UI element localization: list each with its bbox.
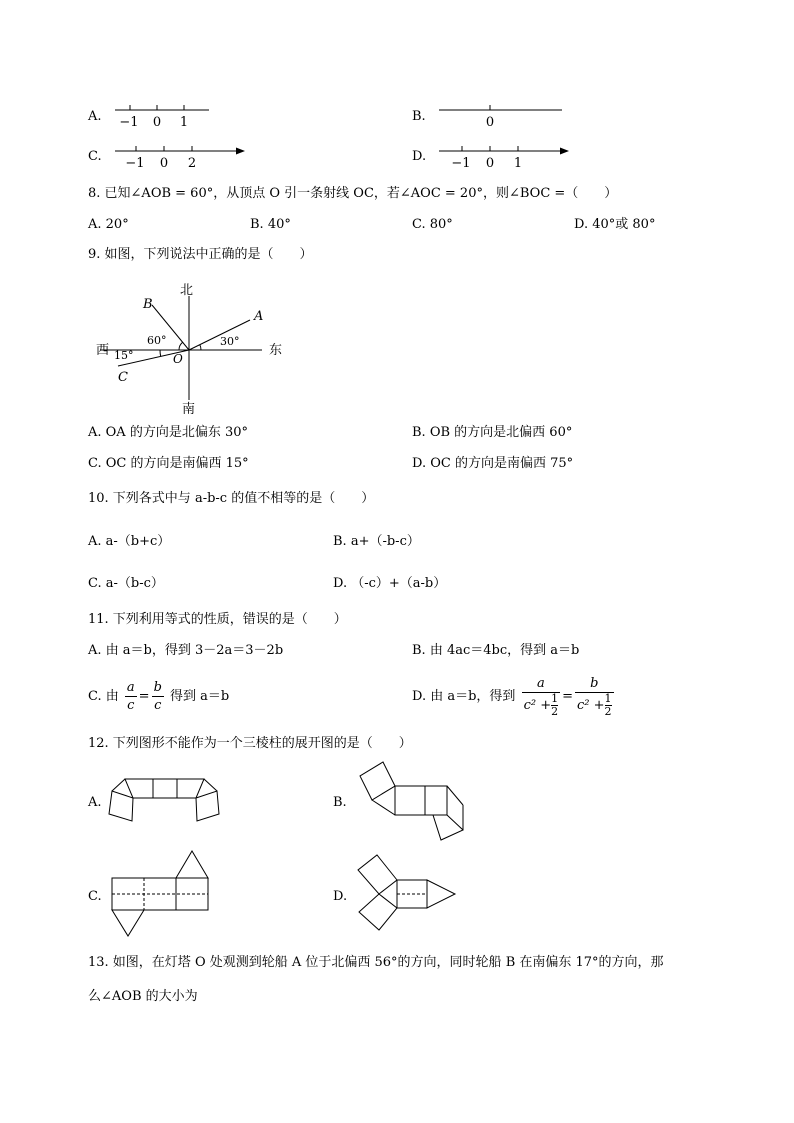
q10-option-a: A. a-（b+c） <box>88 534 171 549</box>
q7-option-a-label: A. <box>88 109 102 124</box>
q12-option-c-net <box>108 848 212 940</box>
q11-option-c-suffix: 得到 a＝b <box>170 689 230 704</box>
point-b-label: B <box>143 297 153 312</box>
q9-option-b: B. OB 的方向是北偏西 60° <box>412 425 573 440</box>
q7-option-c-label: C. <box>88 149 102 164</box>
tick-label: 0 <box>485 156 495 171</box>
q7-option-c-number-line <box>112 141 248 171</box>
tick-label: 0 <box>485 115 495 130</box>
q7-option-d-number-line <box>436 141 572 171</box>
tick-label: −1 <box>451 156 471 171</box>
point-a-label: A <box>254 309 264 324</box>
south-label: 南 <box>182 402 196 417</box>
q9-option-a: A. OA 的方向是北偏东 30° <box>88 425 249 440</box>
q8-option-a: A. 20° <box>88 217 129 232</box>
q12-option-a-net <box>108 758 222 828</box>
q11-stem: 11. 下列利用等式的性质，错误的是（ ） <box>88 612 347 627</box>
q12-option-b-net <box>355 760 467 842</box>
q12-option-a-label: A. <box>88 795 102 810</box>
q8-stem: 8. 已知∠AOB = 60°，从顶点 O 引一条射线 OC，若∠AOC = 20°，则∠BOC =（ ） <box>88 186 618 201</box>
q13-line-2: 么∠AOB 的大小为 <box>88 989 198 1004</box>
q11-option-d-prefix: D. 由 a＝b，得到 <box>412 689 516 704</box>
tick-label: −1 <box>119 115 139 130</box>
q11-option-b: B. 由 4ac＝4bc，得到 a＝b <box>412 643 580 658</box>
west-label: 西 <box>96 343 110 358</box>
arc-30 <box>200 345 201 350</box>
q9-stem: 9. 如图，下列说法中正确的是（ ） <box>88 247 313 262</box>
q11-option-c: C. 由 $\frac{a}{c}$ = $\frac{b}{c}$ 得到 a＝b <box>88 680 230 713</box>
q12-option-c-label: C. <box>88 889 102 904</box>
north-label: 北 <box>180 283 194 298</box>
east-label: 东 <box>269 343 283 358</box>
tick-label: 2 <box>187 156 197 171</box>
tick-label: 1 <box>179 115 189 130</box>
tick-label: −1 <box>125 156 145 171</box>
q12-option-d-label: D. <box>333 889 348 904</box>
q10-stem: 10. 下列各式中与 a-b-c 的值不相等的是（ ） <box>88 491 375 506</box>
tick-label: 0 <box>159 156 169 171</box>
q10-option-d: D. （-c）+（a-b） <box>333 576 447 591</box>
arc-60 <box>179 342 183 350</box>
angle-30-label: 30° <box>220 335 240 348</box>
q8-option-d: D. 40°或 80° <box>574 217 656 232</box>
q7-option-a-number-line <box>112 100 212 130</box>
fraction-a-over-c2-plus-half: a c² + $\frac{1}{2}$ <box>523 676 559 718</box>
q9-compass-figure <box>90 278 290 418</box>
angle-60-label: 60° <box>147 334 167 347</box>
q9-option-c: C. OC 的方向是南偏西 15° <box>88 456 249 471</box>
q10-option-c: C. a-（b-c） <box>88 576 164 591</box>
tick-label: 0 <box>152 115 162 130</box>
fraction-b-over-c: $\frac{b}{c}$ <box>153 680 162 713</box>
point-c-label: C <box>118 370 128 385</box>
q8-option-b: B. 40° <box>250 217 291 232</box>
q7-option-b-label: B. <box>412 109 426 124</box>
q7-option-b-number-line <box>436 100 566 130</box>
fraction-b-over-c2-plus-half: b c² + $\frac{1}{2}$ <box>577 676 612 718</box>
q11-option-d: D. 由 a＝b，得到 a c² + $\frac{1}{2}$ = b c² + $\frac{1}{2}$ <box>412 676 612 718</box>
point-o-label: O <box>173 352 183 366</box>
arc-15 <box>160 350 161 356</box>
q8-option-c: C. 80° <box>412 217 453 232</box>
q11-option-c-prefix: C. 由 <box>88 689 119 704</box>
q10-option-b: B. a+（-b-c） <box>333 534 420 549</box>
q12-option-b-label: B. <box>333 795 347 810</box>
q13-line-1: 13. 如图，在灯塔 O 处观测到轮船 A 位于北偏西 56°的方向，同时轮船 B 在南偏东 17°的方向，那 <box>88 955 664 970</box>
angle-15-label: 15° <box>114 349 134 362</box>
q11-option-a: A. 由 a＝b，得到 3－2a＝3－2b <box>88 643 284 658</box>
q12-option-d-net <box>355 850 461 934</box>
q12-stem: 12. 下列图形不能作为一个三棱柱的展开图的是（ ） <box>88 736 412 751</box>
tick-label: 1 <box>513 156 523 171</box>
fraction-a-over-c: $\frac{a}{c}$ <box>126 680 135 713</box>
q9-option-d: D. OC 的方向是南偏西 75° <box>412 456 574 471</box>
q7-option-d-label: D. <box>412 149 427 164</box>
